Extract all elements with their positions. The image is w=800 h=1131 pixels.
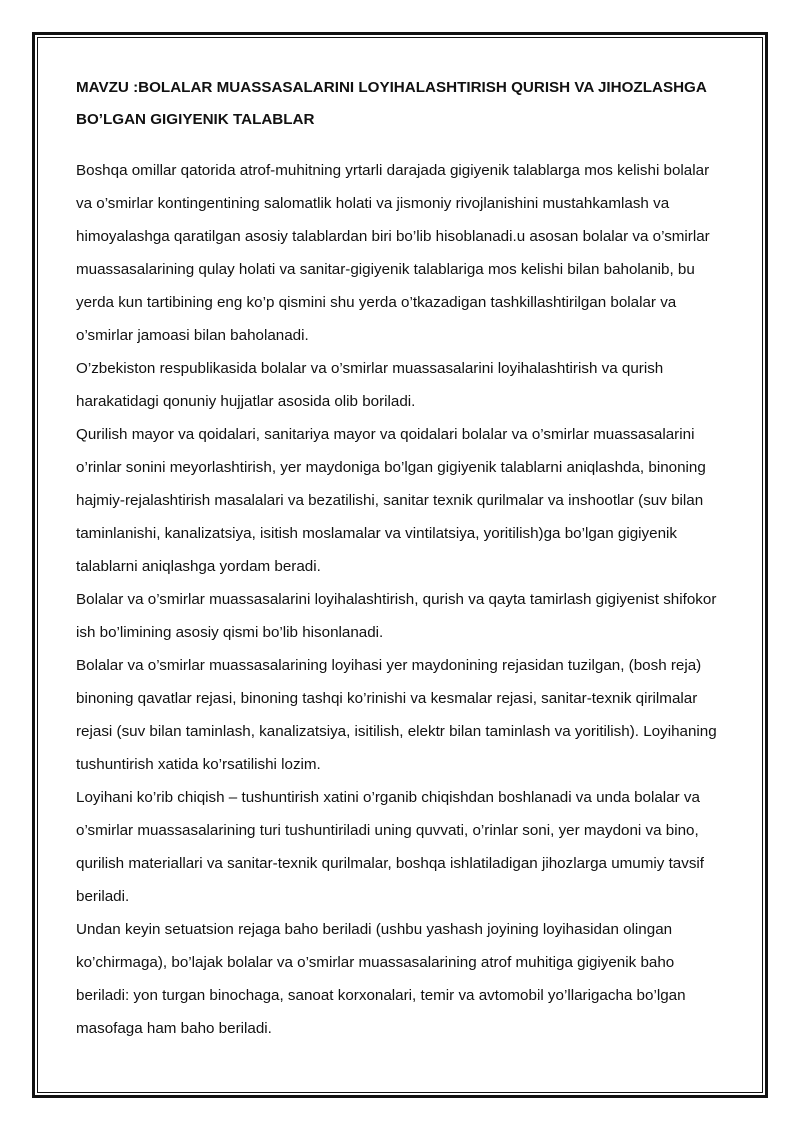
paragraph-6: Loyihani ko’rib chiqish – tushuntirish xatini o’rganib chiqishdan boshlanadi va unda bolalar va o’smirlar muassasalarining turi tushuntiriladi uning quvvati, o’rinlar soni, yer maydoni va bino, qurilish materiallari va sanitar-texnik qurilmalar, boshqa ishlatiladigan jihozlarga umumiy tavsif beriladi.: [76, 789, 705, 905]
document-body: [76, 72, 728, 1045]
paragraph-5: Bolalar va o’smirlar muassasalarining loyihasi yer maydonining rejasidan tuzilgan, (bosh reja) binoning qavatlar rejasi, binoning tashqi ko’rinishi va kesmalar rejasi, sanitar-texnik qirilmalar rejasi (suv bilan taminlash, kanalizatsiya, isitilish, elektr bilan taminlash va yoritilish). Loyihaning tushuntirish xatida ko’rsatilishi lozim.: [76, 657, 717, 773]
paragraph-1: Boshqa omillar qatorida atrof-muhitning yrtarli darajada gigiyenik talablarga mos kelishi bolalar va o’smirlar kontingentining salomatlik holati va jismoniy rivojlanishini mustahkamlash va himoyalashga qaratilgan asosiy talablardan biri bo’lib hisoblanadi.u asosan bolalar va o’smirlar muassasalarining qulay holati va sanitar-gigiyenik talablariga mos kelishi bilan baholanib, bu yerda kun tartibining eng ko’p qismini shu yerda o’tkazadigan tashkillashtirilgan bolalar va o’smirlar jamoasi bilan baholanadi.: [76, 162, 710, 344]
paragraph-3: Qurilish mayor va qoidalari, sanitariya mayor va qoidalari bolalar va o’smirlar muassasalarini o’rinlar sonini meyorlashtirish, yer maydoniga bo’lgan gigiyenik talablarni aniqlashda, binoning hajmiy-rejalashtirish masalalari va bezatilishi, sanitar texnik qurilmalar va inshootlar (suv bilan taminlanishi, kanalizatsiya, isitish moslamalar va vintilatsiya, yoritilish)ga bo’lgan gigiyenik talablarni aniqlashga yordam beradi.: [76, 426, 706, 575]
paragraph-4: Bolalar va o’smirlar muassasalarini loyihalashtirish, qurish va qayta tamirlash gigiyenist shifokor ish bo’limining asosiy qismi bo’lib hisonlanadi.: [76, 591, 717, 641]
document-title: MAVZU :BOLALAR MUASSASALARINI LOYIHALASHTIRISH QURISH VA JIHOZLASHGA BO’LGAN GIGIYENIK TALABLAR: [76, 79, 707, 128]
paragraph-2: O’zbekiston respublikasida bolalar va o’smirlar muassasalarini loyihalashtirish va qurish harakatidagi qonuniy hujjatlar asosida olib boriladi.: [76, 360, 664, 410]
paragraph-7: Undan keyin setuatsion rejaga baho beriladi (ushbu yashash joyining loyihasidan olingan ko’chirmaga), bo’lajak bolalar va o’smirlar muassasalarining atrof muhitiga gigiyenik baho beriladi: yon turgan binochaga, sanoat korxonalari, temir va avtomobil yo’llarigacha bo’lgan masofaga ham baho beriladi.: [76, 921, 686, 1037]
